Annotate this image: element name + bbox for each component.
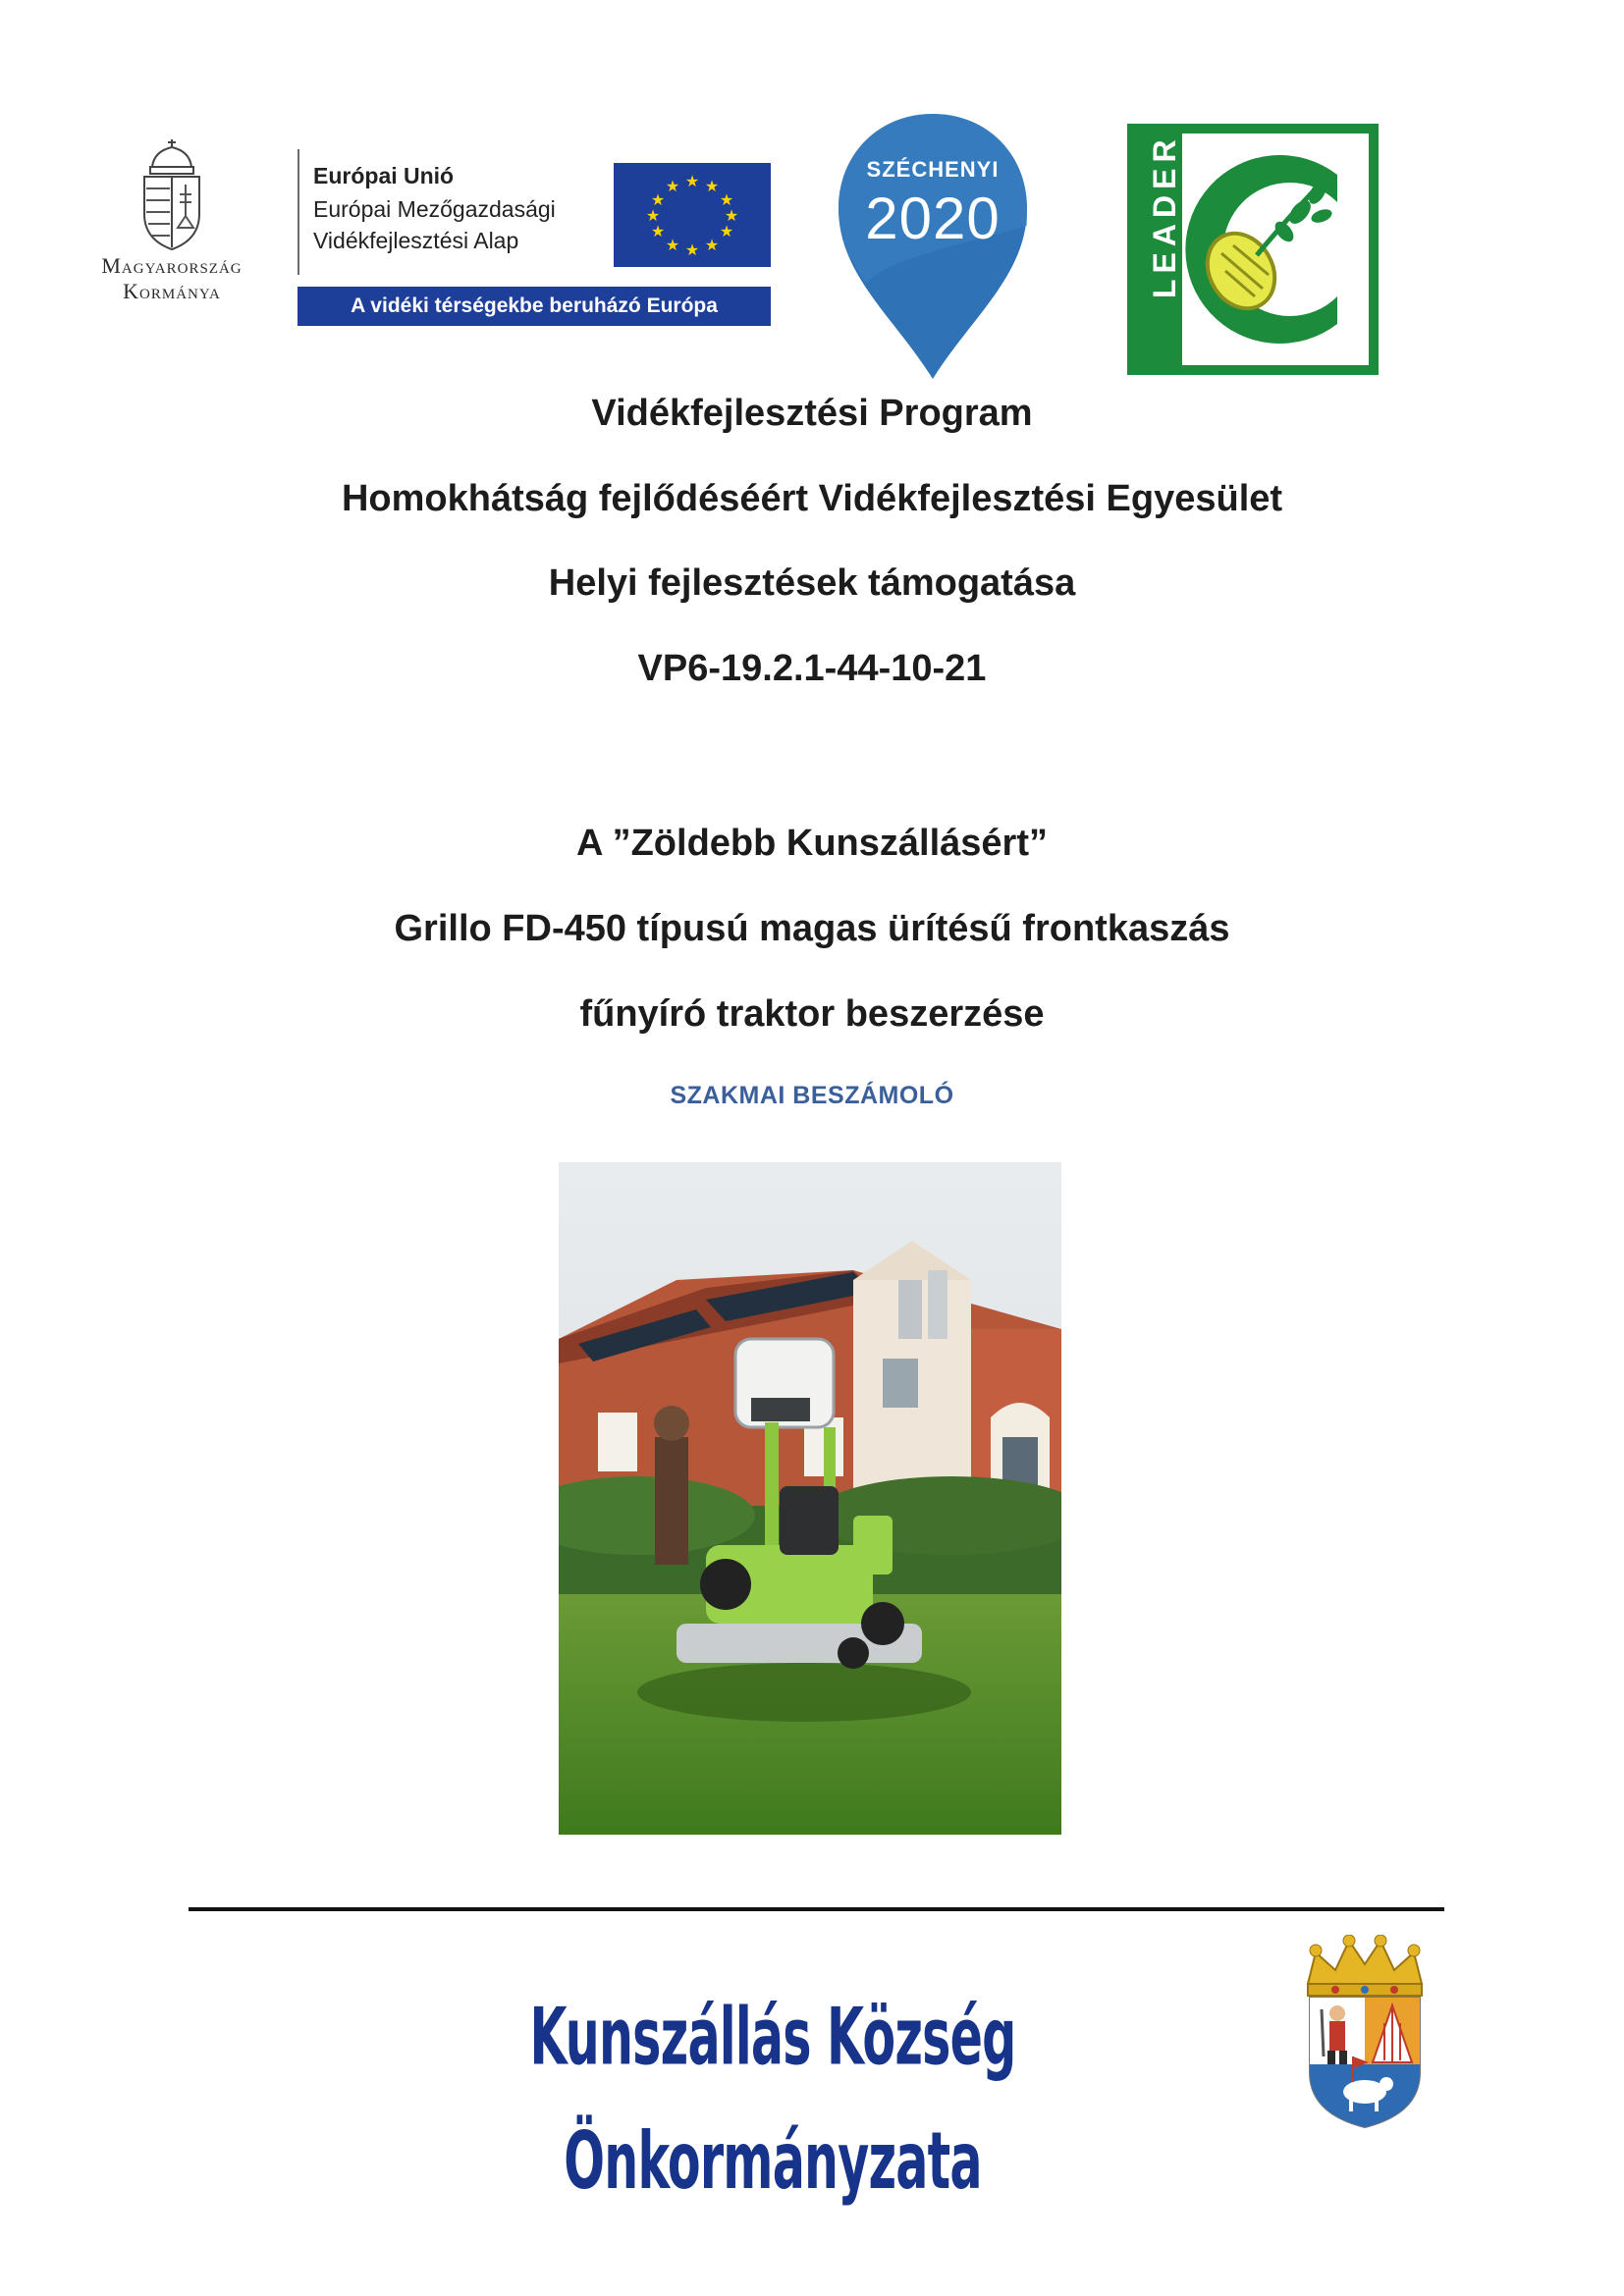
eu-fund-line2: Európai Mezőgazdasági bbox=[313, 196, 556, 222]
svg-text:★: ★ bbox=[650, 192, 666, 209]
svg-text:★: ★ bbox=[684, 174, 700, 190]
szechenyi-2020-logo bbox=[835, 110, 1031, 383]
footer-divider bbox=[189, 1907, 1444, 1911]
eu-title: Európai Unió bbox=[313, 163, 455, 188]
svg-text:★: ★ bbox=[704, 179, 720, 195]
svg-text:★: ★ bbox=[719, 192, 734, 209]
hungary-gov-line1: Magyarország bbox=[101, 253, 243, 278]
eu-fund-logo bbox=[298, 149, 771, 326]
svg-text:★: ★ bbox=[665, 238, 680, 254]
hungary-gov-line2: Kormánya bbox=[123, 279, 221, 303]
project-title: A ”Zöldebb Kunszállásért” bbox=[576, 823, 1048, 864]
eu-slogan-band: A vidéki térségekbe beruházó Európa bbox=[298, 287, 771, 326]
svg-text:★: ★ bbox=[724, 208, 739, 225]
szechenyi-year: 2020 bbox=[865, 186, 1001, 251]
mower-photo bbox=[559, 1162, 1061, 1835]
report-type-label: SZAKMAI BESZÁMOLÓ bbox=[670, 1082, 954, 1109]
leader-word: LEADER bbox=[1147, 133, 1182, 298]
lawn-mower-tractor-photo-icon bbox=[559, 1162, 1061, 1835]
municipality-name: Kunszállás Község Önkormányzata bbox=[529, 1990, 1016, 2208]
leader-logo bbox=[1127, 124, 1379, 375]
association-heading: Homokhátság fejlődéséért Vidékfejlesztési Egyesület bbox=[341, 478, 1283, 519]
project-code: VP6-19.2.1-44-10-21 bbox=[637, 648, 987, 689]
eu-flag-icon bbox=[614, 163, 771, 267]
program-heading: Vidékfejlesztési Program bbox=[591, 393, 1033, 434]
svg-text:★: ★ bbox=[684, 242, 700, 259]
eu-fund-line3: Vidékfejlesztési Alap bbox=[313, 228, 519, 253]
svg-text:★: ★ bbox=[650, 224, 666, 240]
svg-text:★: ★ bbox=[645, 208, 661, 225]
municipality-crest bbox=[1294, 1935, 1435, 2131]
kunszallas-coat-of-arms-icon bbox=[1294, 1935, 1435, 2131]
svg-text:★: ★ bbox=[719, 224, 734, 240]
szechenyi-label: SZÉCHENYI bbox=[866, 157, 1000, 182]
svg-text:★: ★ bbox=[704, 238, 720, 254]
support-heading: Helyi fejlesztések támogatása bbox=[548, 562, 1076, 604]
hungarian-government-logo bbox=[79, 137, 265, 324]
svg-text:★: ★ bbox=[665, 179, 680, 195]
project-subtitle-line1: Grillo FD-450 típusú magas ürítésű frontkaszás bbox=[394, 908, 1230, 949]
hungarian-coat-of-arms-icon bbox=[135, 137, 209, 253]
project-subtitle-line2: fűnyíró traktor beszerzése bbox=[579, 993, 1045, 1035]
eu-divider bbox=[298, 149, 299, 275]
